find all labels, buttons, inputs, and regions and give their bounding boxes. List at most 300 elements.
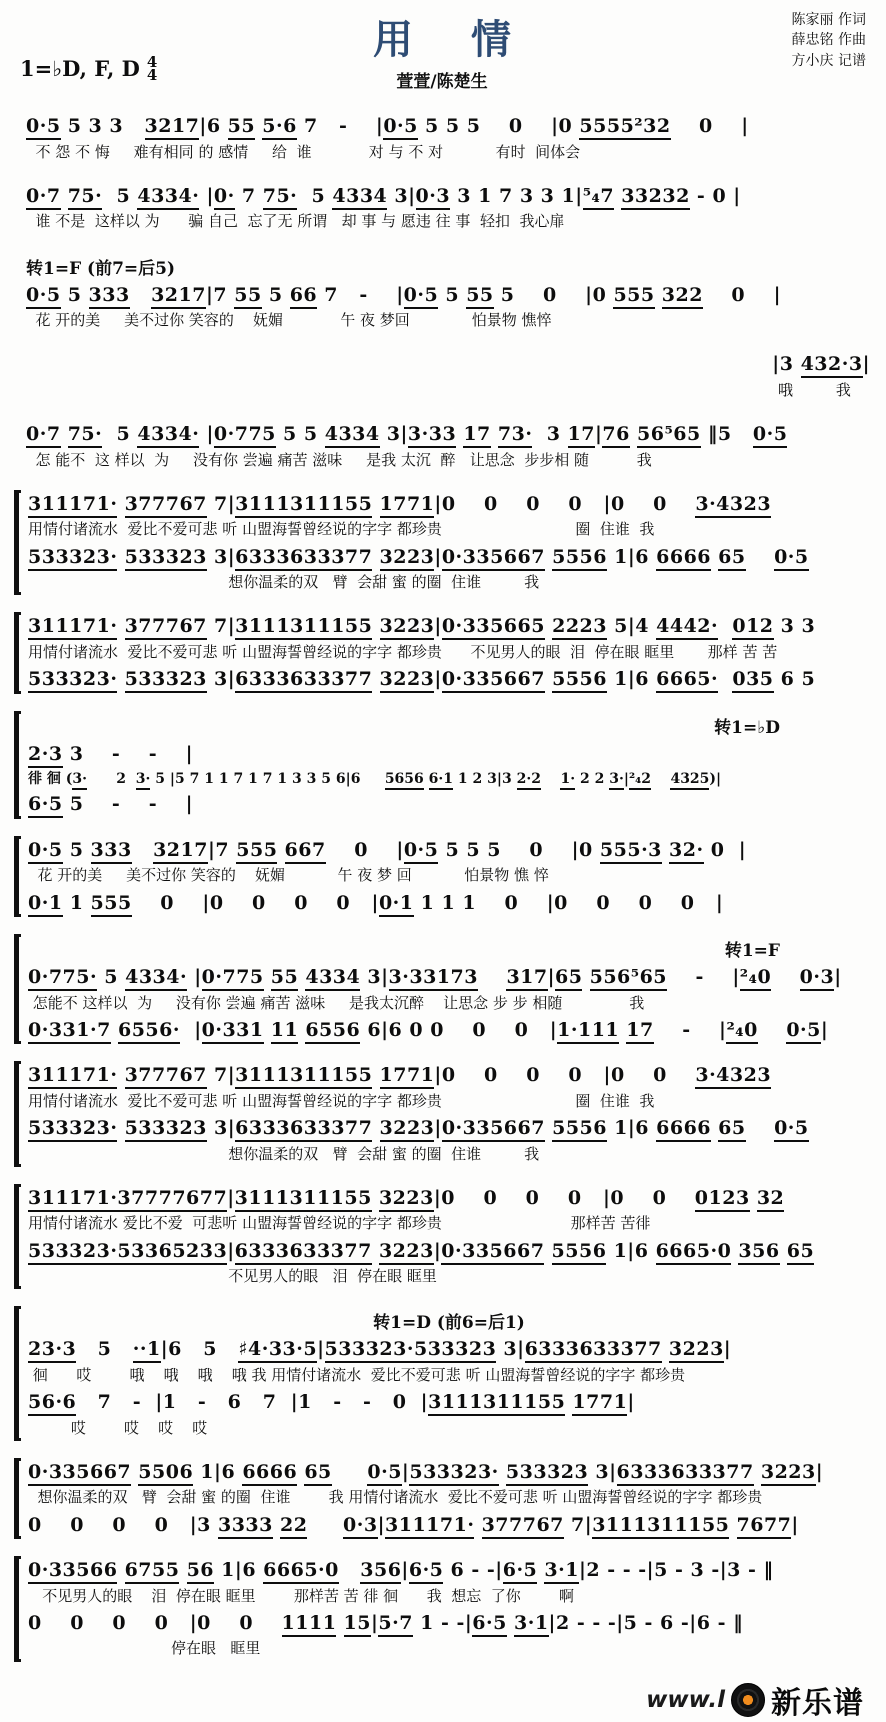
note-group: 0·5 (26, 284, 61, 309)
note-group: 0 (596, 891, 611, 914)
score-system (14, 490, 870, 596)
note-group: 0 (504, 891, 519, 914)
note-group: 0 (610, 1064, 625, 1087)
note-group: | (207, 838, 216, 861)
score-system (14, 1458, 870, 1539)
note-group: 6333633377 (525, 1338, 662, 1363)
note-group: | (791, 1513, 799, 1536)
note-group: | (194, 966, 202, 989)
note-group: 6333633377 (235, 546, 372, 571)
note-group: | (773, 283, 782, 306)
note-group: 0 (731, 283, 746, 306)
composer-credit: 薛忠铭 作曲 (791, 32, 866, 49)
note-group: | (206, 423, 214, 445)
note-group: | (408, 184, 416, 207)
note-group: 3·4323 (695, 1064, 771, 1089)
note-group: 0 (712, 184, 727, 207)
lyrics-line: 哦 我 (778, 380, 870, 399)
note-group: | (433, 1186, 442, 1209)
note-group: - (362, 1391, 372, 1414)
note-group: - (339, 115, 348, 137)
transcriber-credit: 方小庆 记谱 (791, 52, 866, 69)
note-group: | (627, 1117, 636, 1140)
note-group: 3 (69, 742, 84, 765)
score-system (14, 1184, 870, 1290)
note-group: 75· (68, 423, 103, 448)
note-group: 4334· (137, 185, 199, 210)
note-group: 0 (567, 1186, 582, 1209)
note-group: 311171· (28, 615, 117, 640)
note-group: 5 (623, 1611, 638, 1634)
note-group: - (456, 1611, 465, 1634)
note-group: | (548, 1611, 556, 1634)
note-group: 6333633377 (617, 1461, 754, 1486)
note-group: 7 (498, 184, 513, 207)
note-group: 533323 (125, 1117, 207, 1142)
note-group: | (227, 1239, 235, 1262)
note-group: - (644, 1611, 653, 1634)
note-group: 6 (660, 1611, 674, 1634)
note-group: 311171· (28, 493, 117, 518)
note-group: 0·3 (343, 1514, 378, 1539)
song-artist: 萱萱/陈楚生 (396, 72, 488, 92)
notes-line (26, 112, 870, 141)
note-group: 1 (218, 771, 229, 787)
note-group: - (111, 793, 121, 816)
note-group: 5 (500, 283, 515, 306)
note-group: 1 (614, 1117, 628, 1140)
note-group: 0·5 (774, 1117, 809, 1142)
note-group: 6755 (125, 1559, 180, 1584)
note-group: 7 (97, 1391, 112, 1414)
note-group: | (549, 1018, 558, 1041)
score-system (14, 711, 870, 819)
time-signature-denominator: 4 (146, 65, 158, 84)
score-system (14, 182, 870, 235)
note-group: 5 (283, 423, 297, 445)
notes-line (28, 963, 870, 992)
lyrics-line: 哎 哎 哎 哎 (28, 1418, 208, 1437)
credits (792, 10, 866, 71)
note-group: - (132, 1391, 142, 1414)
note-group: 3223 (669, 1338, 724, 1363)
note-group: 035 (732, 668, 773, 693)
note-group: | (571, 838, 580, 861)
note-group: 2 (594, 771, 605, 787)
note-group: 0·775 (214, 423, 276, 448)
note-group: 5556 (552, 1117, 607, 1142)
key-change-label: 转1=F (前7=后5) (26, 258, 176, 279)
note-group: ⁵₄7 (583, 185, 614, 210)
note-group: 0 (154, 1513, 169, 1536)
note-group: 333 (91, 839, 132, 864)
note-group: 6 (168, 1338, 182, 1361)
note-group: 17 (626, 1019, 653, 1044)
note-group: 0 (28, 1611, 42, 1634)
note-group: 3 (503, 1338, 518, 1361)
note-group: 65 (787, 1240, 814, 1265)
note-group: 4 (635, 615, 649, 638)
note-group: | (603, 492, 611, 515)
note-group: 0 (252, 891, 266, 914)
note-group: 0·7 (26, 423, 61, 448)
note-group: 1771 (572, 1391, 627, 1416)
note-group: | (738, 838, 747, 861)
note-group: | (381, 966, 389, 989)
note-group: 6·5 (503, 1559, 538, 1584)
note-group: 3 (214, 1117, 228, 1140)
note-group: 1 (221, 1559, 235, 1582)
note-group: 3 (197, 1513, 211, 1536)
note-group: 徊 (46, 771, 61, 787)
note-group: 0 (652, 1186, 667, 1209)
note-group: 317 (506, 966, 547, 991)
note-group: 0 (70, 1611, 84, 1634)
note-group: 5506 (138, 1461, 193, 1486)
note-group: 0·335667 (28, 1461, 131, 1486)
note-group: 5 (203, 1338, 217, 1361)
note-group: 32· (669, 839, 704, 864)
note-group: | (206, 184, 214, 207)
note-group: 356 (360, 1559, 401, 1584)
footer-watermark (14, 1679, 870, 1721)
note-group: | (227, 668, 236, 690)
note-group: 7 (189, 771, 200, 787)
note-group: 2 (116, 771, 126, 787)
note-group: 6 (206, 115, 221, 137)
note-group: 5 (445, 283, 460, 306)
note-group: 0 (70, 1513, 84, 1536)
note-group: | (585, 283, 593, 306)
note-group: - (607, 1559, 616, 1582)
note-group: | (627, 545, 636, 568)
key-signature-text: 1=♭D, F, D (20, 56, 140, 82)
note-group: 2·3 (28, 743, 63, 768)
note-group: 0 (526, 1064, 540, 1087)
note-group: | (185, 793, 194, 816)
note-group: 4334 (325, 423, 380, 448)
note-group: 0 (441, 492, 456, 515)
score-system (14, 420, 870, 473)
note-group: 2 (555, 1611, 570, 1634)
note-group: 0·5 (26, 115, 61, 140)
note-group: 311171·37777677 (28, 1187, 227, 1212)
note-group: 33232 (621, 185, 690, 210)
note-group: 533323 (506, 1461, 588, 1486)
note-group: | (517, 1338, 525, 1361)
note-group: 3 (780, 615, 795, 638)
note-group: 2 (472, 771, 483, 787)
note-group: 73· (498, 423, 533, 448)
note-group: 3223 (761, 1461, 816, 1486)
note-group: 0·5 (786, 1019, 821, 1044)
note-group: 55 (228, 115, 255, 140)
note-group: 0·775 (202, 966, 264, 991)
lyrics-line: 停在眼 眶里 (28, 1639, 261, 1658)
note-group: 555 (236, 839, 277, 864)
note-group: ··1 (133, 1338, 161, 1363)
note-group: - (148, 793, 158, 816)
note-group: 3 (386, 423, 401, 445)
note-group: | (546, 891, 555, 914)
note-group: 56 (187, 1559, 214, 1584)
notes-line (28, 889, 870, 918)
note-group: 1 (69, 891, 84, 914)
note-group: 2 (586, 1559, 601, 1582)
lyrics-line: 想你温柔的双 臂 会甜 蜜 的圈 住谁 我 用情付诸流水 爱比不爱可悲 听 山盟海誓曾经说的字字 都珍贵 (28, 1488, 763, 1507)
time-signature (146, 53, 158, 84)
note-group: | (434, 668, 442, 690)
note-group: - (111, 742, 121, 765)
note-group: 3 (595, 1460, 610, 1483)
note-group: 55 (271, 966, 298, 991)
note-group: | (189, 1611, 198, 1634)
note-group: 2·2 (517, 771, 541, 790)
note-group: 6665·0 (263, 1559, 339, 1584)
note-group: 3 (214, 545, 228, 568)
note-group: 4325 (670, 771, 709, 790)
note-group: 5 (97, 1338, 112, 1361)
note-group: 1 (613, 1239, 628, 1262)
note-group: - (607, 1611, 617, 1634)
note-group: 5 (67, 115, 82, 137)
lyrics-line: 不 怨 不 悔 难有相同 的 感情 给 谁 对 与 不 对 有时 间体会 (26, 142, 581, 161)
note-group: - (638, 1559, 647, 1582)
song-title: 用 情 (373, 16, 533, 63)
notes-line (28, 1458, 870, 1487)
note-group: 6 (634, 1239, 649, 1262)
note-group: | (627, 615, 636, 638)
note-group: 5 (466, 115, 481, 137)
note-group: 3 (367, 966, 382, 989)
note-group: | (602, 1186, 611, 1209)
note-group: 6665·0 (656, 1240, 732, 1265)
note-group: | (646, 1559, 655, 1582)
note-group: 3 (546, 423, 561, 445)
note-group: 0 (336, 891, 351, 914)
note-group: | (317, 1338, 325, 1361)
note-group: - (486, 1559, 496, 1582)
note-group: 5 (268, 283, 283, 306)
note-group: 6665· (656, 668, 718, 693)
note-group: | (434, 1117, 442, 1140)
note-group: | (396, 283, 404, 306)
note-group: 0·3 (416, 185, 451, 210)
note-group: 333 (89, 284, 130, 309)
note-group: 22 (280, 1514, 307, 1539)
note-group: 6666 (242, 1461, 297, 1486)
note-group: 6 (635, 545, 649, 568)
lyrics-line: 不见男人的眼 泪 停在眼 眶里 那样苦 苦 徘 徊 我 想忘 了你 啊 (28, 1586, 574, 1605)
note-group: 3· (136, 771, 151, 790)
note-group: 3 (394, 184, 409, 207)
note-group: 0 (710, 838, 725, 861)
note-group: 56⁵65 (637, 423, 701, 448)
note-group: | (578, 1559, 587, 1582)
note-group: 0 (653, 1064, 667, 1087)
note-group: 3 (519, 184, 534, 207)
note-group: 1·111 (557, 1019, 619, 1044)
note-group: | (547, 966, 556, 989)
note-group: 1· (560, 771, 575, 790)
note-group: ) (709, 771, 717, 787)
note-group: 0 (430, 1018, 444, 1041)
note-group: 6666 (656, 546, 711, 571)
note-group: 6·5 (28, 793, 63, 818)
note-group: | (741, 115, 749, 137)
note-group: 3 (540, 184, 555, 207)
note-group: 6556· (118, 1019, 180, 1044)
note-group: 3111311155 (428, 1391, 565, 1416)
note-group: 2223 (552, 615, 607, 640)
note-group: 55 (234, 284, 261, 309)
note-group: 3111311155 (235, 1187, 372, 1212)
watermark-url: www.l (646, 1686, 725, 1713)
notes-line (28, 490, 870, 519)
note-group: 1 (478, 184, 492, 207)
note-group: | (371, 1611, 379, 1634)
notes-line (28, 1016, 870, 1045)
lyrics-line: 用情付诸流水 爱比不爱可悲 听 山盟海誓曾经说的字字 都珍贵 圈 住谁 我 (28, 520, 655, 539)
note-group: 3 (690, 1559, 705, 1582)
note-group: 533323· (28, 546, 117, 571)
notes-line (26, 420, 870, 449)
note-group: - (359, 283, 368, 306)
note-group: 0 (579, 838, 593, 861)
note-group: - (592, 1611, 601, 1634)
note-group: 5 (155, 771, 165, 787)
note-group: 3 (306, 771, 317, 787)
note-group: 3 (88, 115, 103, 137)
note-group: 3217 (153, 839, 208, 864)
note-group: 3 (214, 668, 228, 690)
score-system (14, 1556, 870, 1662)
note-group: 5 (445, 115, 460, 137)
voice-bracket (14, 1184, 21, 1290)
note-group: 3111311155 (235, 493, 372, 518)
note-group: | (227, 1064, 236, 1087)
note-group: 3223 (379, 1240, 434, 1265)
note-group: 3 (779, 353, 794, 376)
note-group: | (227, 492, 236, 515)
note-group: 432·3 (801, 353, 863, 378)
system-indent (14, 350, 26, 403)
note-group: 0 (568, 492, 583, 515)
note-group: 0·7 (26, 185, 61, 210)
note-group: 1 (204, 771, 214, 787)
note-group: 0·5 (753, 423, 788, 448)
note-group: 7 (215, 838, 230, 861)
note-group: 17 (463, 423, 490, 448)
notes-line (28, 1609, 870, 1638)
note-group: 0 (526, 492, 540, 515)
note-group: 5 (654, 1559, 668, 1582)
note-group: 555·3 (600, 839, 662, 864)
note-group: - (682, 1018, 691, 1041)
note-group: | (434, 615, 442, 638)
note-group: 0 (514, 1018, 529, 1041)
notes-line (26, 281, 870, 310)
note-group: 3223 (380, 1117, 435, 1142)
note-group: 1111 (282, 1612, 337, 1637)
note-group: 311171· (28, 1064, 117, 1089)
note-group: | (834, 966, 842, 989)
notes-line (28, 740, 870, 769)
note-group: 0 (483, 1186, 498, 1209)
note-group: | (716, 771, 722, 787)
note-group: 377767 (125, 1064, 207, 1089)
notes-line (28, 1184, 870, 1213)
note-group: 3 (801, 615, 816, 638)
note-group: 0 (542, 283, 557, 306)
notes-line (28, 543, 870, 572)
note-group: 5556 (552, 668, 607, 693)
note-group: 75· (68, 185, 103, 210)
note-group: 75· (263, 185, 298, 210)
note-group: 0 (680, 891, 695, 914)
note-group: 0·335667 (441, 1240, 544, 1265)
note-group: 4334· (137, 423, 199, 448)
note-group: 0·335665 (442, 615, 545, 640)
note-group: 533323·533323 (325, 1338, 497, 1363)
note-group: 4442· (656, 615, 718, 640)
note-group: 0·5 (774, 546, 809, 571)
note-group: 0 (294, 891, 308, 914)
note-group: 0·5 (28, 839, 63, 864)
note-group: 0 (409, 1018, 424, 1041)
note-group: 0·1 (379, 892, 414, 917)
note-group: - (471, 1559, 480, 1582)
note-group: 5556 (552, 1240, 607, 1265)
note-group: 012 (732, 615, 773, 640)
note-group: ²₄0 (726, 1019, 757, 1044)
note-group: 0·335667 (442, 668, 545, 693)
system-indent (14, 252, 26, 334)
note-group: 65 (718, 1117, 745, 1142)
lyrics-line: 花 开的美 美不过你 笑容的 妩媚 午 夜 梦 回 怕景物 憔 悴 (28, 866, 549, 885)
note-group: 徘 (28, 771, 42, 787)
note-group: | (401, 1460, 410, 1483)
note-group: 7 (303, 115, 318, 137)
note-group: 5·7 (378, 1612, 413, 1637)
note-group: | (733, 184, 741, 207)
note-group: 5 (116, 184, 131, 207)
note-group: 2 (579, 771, 590, 787)
note-group: 0 (112, 1611, 127, 1634)
note-group: | (227, 545, 236, 568)
note-group: | (820, 1018, 829, 1041)
notes-line (28, 1388, 870, 1417)
note-group: 1 (420, 891, 435, 914)
note-group: 3217 (145, 115, 200, 140)
note-group: 56·6 (28, 1391, 76, 1416)
note-group: | (616, 1611, 624, 1634)
note-group: | (194, 1018, 202, 1041)
note-group: - (680, 1611, 690, 1634)
note-group: 1 (420, 1611, 434, 1634)
note-group: 0 (610, 1186, 625, 1209)
note-group: 0 (392, 1391, 407, 1414)
note-group: 0123 (695, 1187, 750, 1212)
note-group: | (627, 668, 636, 690)
note-group: | (627, 1239, 635, 1262)
note-group: 0 (197, 1611, 211, 1634)
note-group: | (345, 771, 351, 787)
voice-bracket (14, 934, 21, 1044)
note-group: 0 (484, 492, 498, 515)
note-group: 5 (69, 838, 84, 861)
note-group: 6333633377 (235, 1117, 372, 1142)
